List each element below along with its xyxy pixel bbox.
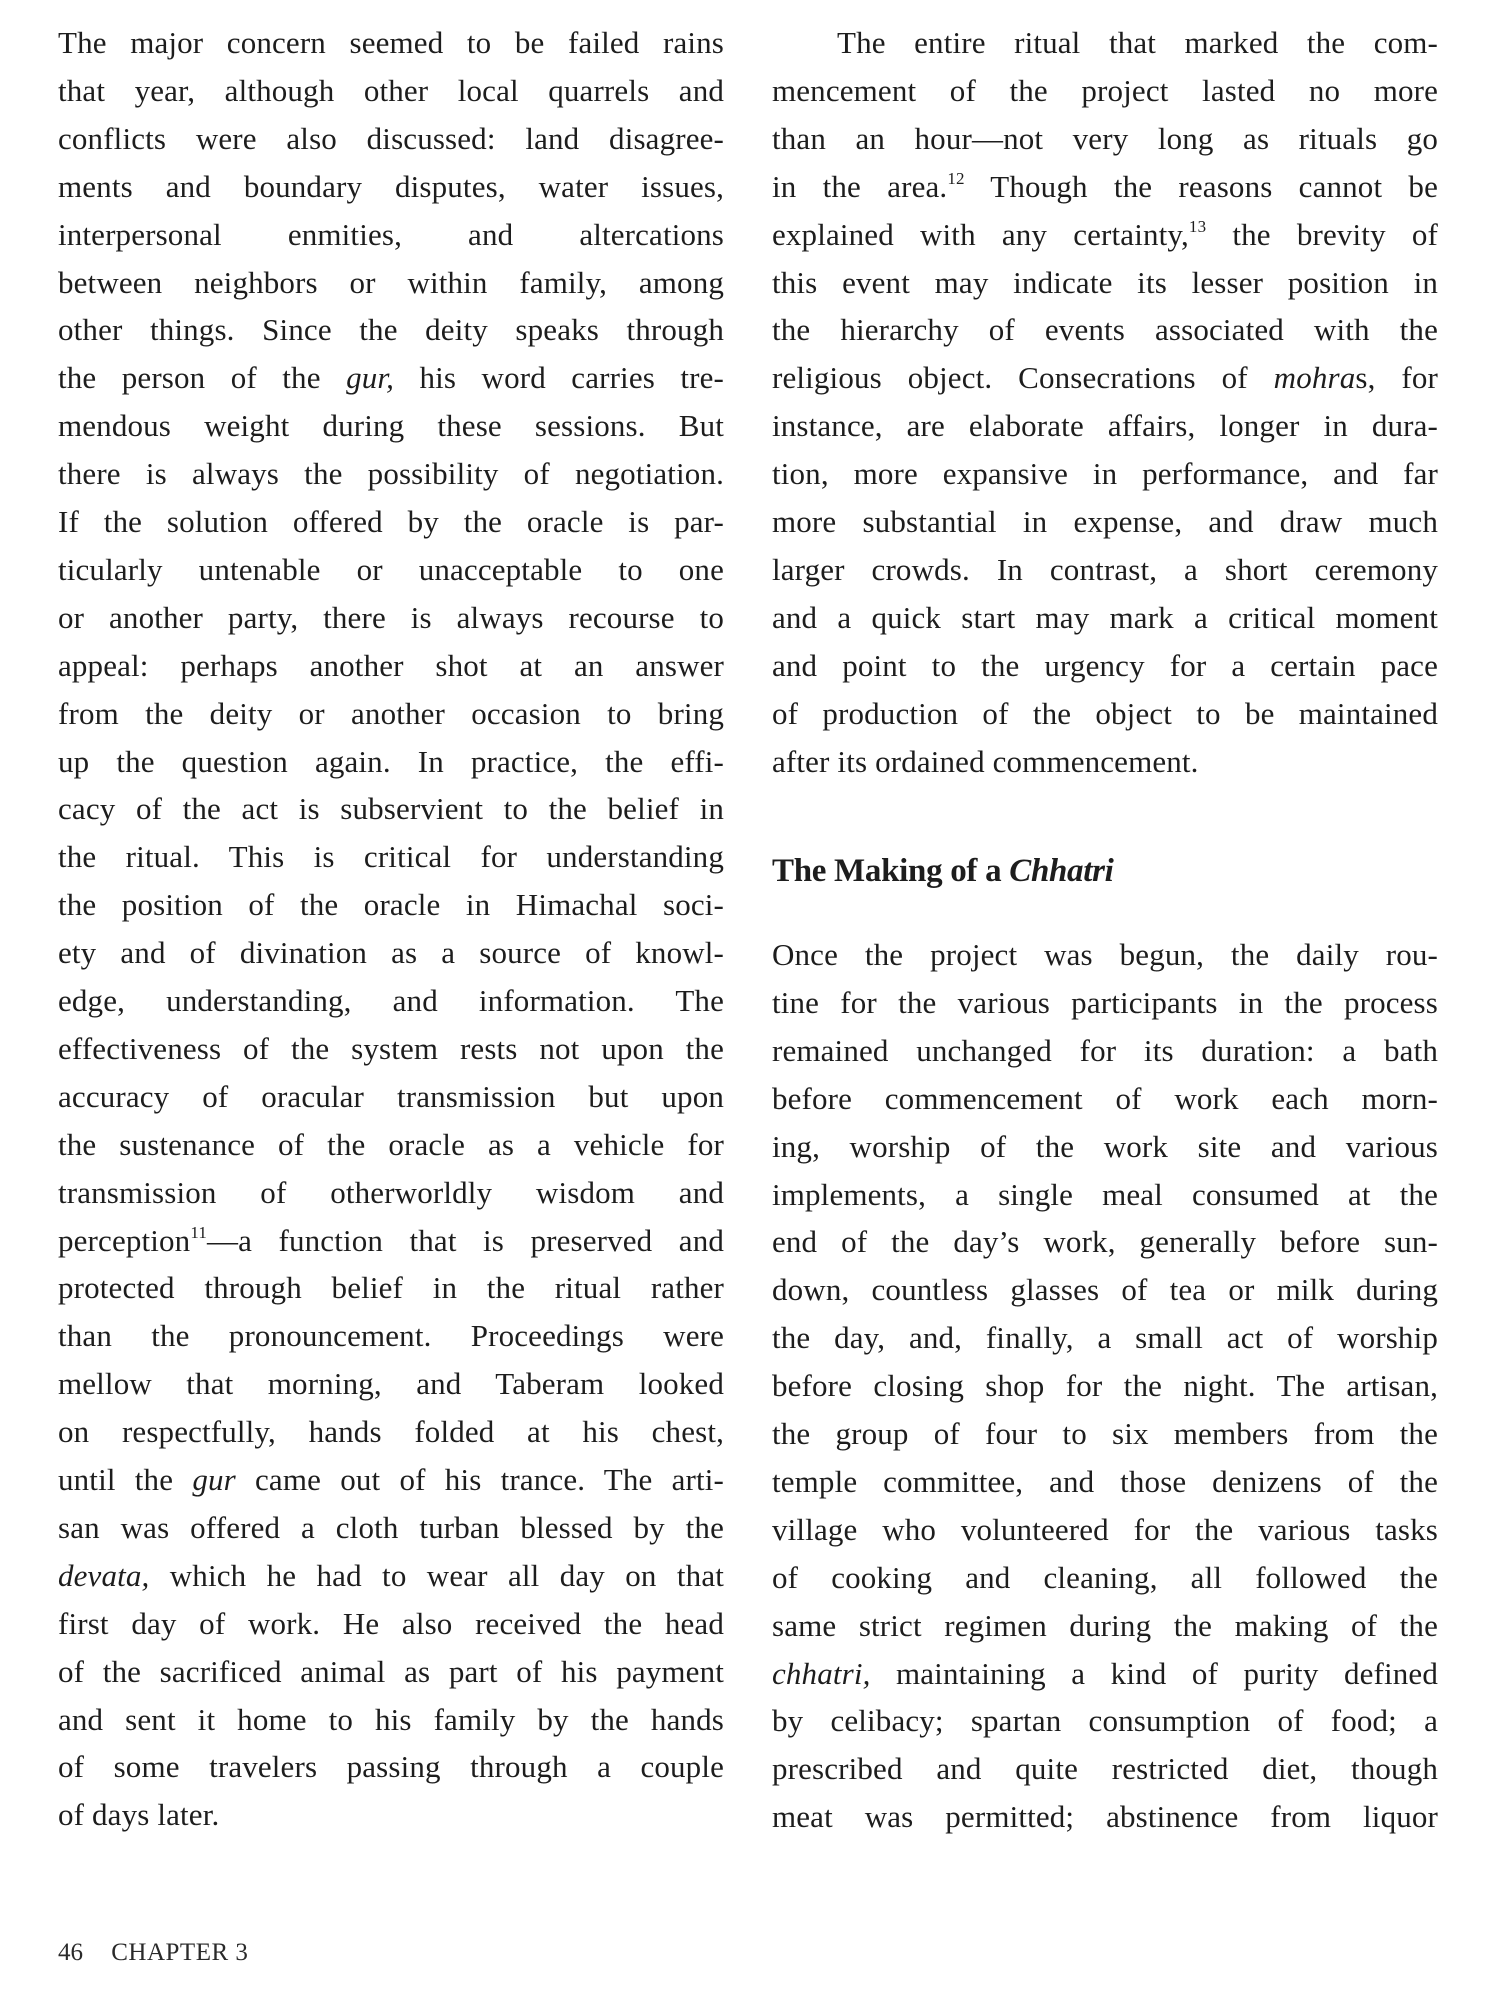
- text-run: same strict regimen during the making of the: [772, 1607, 1438, 1643]
- text-line: [58, 977, 724, 1025]
- text-line: [772, 1697, 1438, 1745]
- text-run: —a function that is preserved and: [207, 1222, 724, 1258]
- text-line: [772, 1554, 1438, 1602]
- italic-term: gur: [192, 1462, 236, 1497]
- text-line: [772, 1745, 1438, 1793]
- text-run: ing, worship of the work site and various: [772, 1128, 1438, 1164]
- text-line: [772, 1075, 1438, 1123]
- text-line: [772, 67, 1438, 115]
- text-run: cacy of the act is subservient to the belief in: [58, 791, 724, 827]
- text-line: [58, 929, 724, 977]
- text-run: meat was permitted; abstinence from liquor: [772, 1799, 1438, 1835]
- text-line: [58, 690, 724, 738]
- text-line: [772, 1793, 1438, 1841]
- text-run: implements, a single meal consumed at the: [772, 1176, 1438, 1212]
- text-line: [58, 546, 724, 594]
- text-line: [58, 163, 724, 211]
- text-run: of days later.: [58, 1797, 220, 1833]
- section-heading: [772, 847, 1114, 895]
- text-run: larger crowds. In contrast, a short ceremony: [772, 551, 1438, 587]
- text-run: mellow that morning, and Taberam looked: [58, 1366, 724, 1402]
- text-line: [772, 1506, 1438, 1554]
- text-run: appeal: perhaps another shot at an answer: [58, 647, 724, 683]
- text-line: [58, 402, 724, 450]
- text-run: ety and of divination as a source of knowl-: [58, 935, 724, 971]
- text-line: [58, 1456, 724, 1504]
- text-line: [772, 259, 1438, 307]
- text-line: [58, 259, 724, 307]
- text-run: the day, and, finally, a small act of worship: [772, 1320, 1438, 1356]
- text-line: [58, 1648, 724, 1696]
- text-line: [772, 931, 1438, 979]
- text-run: of production of the object to be maintained: [772, 695, 1438, 731]
- text-run: instance, are elaborate affairs, longer in dura-: [772, 408, 1438, 444]
- italic-term: mohra: [1273, 360, 1356, 396]
- section-heading-text: The Making of a: [772, 853, 1010, 889]
- text-line: [58, 833, 724, 881]
- text-run: The entire ritual that marked the com-: [837, 25, 1438, 60]
- text-line: [772, 642, 1438, 690]
- text-line: [58, 738, 724, 786]
- text-line: [58, 785, 724, 833]
- text-line: [58, 1217, 724, 1265]
- text-run: accuracy of oracular transmission but upon: [58, 1078, 724, 1114]
- text-run: end of the day’s work, generally before sun-: [772, 1224, 1438, 1260]
- text-run: village who volunteered for the various tasks: [772, 1511, 1438, 1547]
- text-run: tion, more expansive in performance, and far: [772, 456, 1438, 492]
- text-run: tine for the various participants in the process: [772, 984, 1438, 1020]
- footnote-ref: 12: [947, 168, 965, 188]
- text-run: mendous weight during these sessions. But: [58, 408, 724, 444]
- text-line: [58, 1312, 724, 1360]
- text-line: [58, 450, 724, 498]
- text-run: came out of his trance. The arti-: [235, 1462, 724, 1497]
- text-line: [58, 1504, 724, 1552]
- text-run: in the area.: [772, 168, 948, 204]
- text-run: from the deity or another occasion to bring: [58, 695, 724, 731]
- text-run: interpersonal enmities, and altercations: [58, 216, 724, 252]
- text-run: and sent it home to his family by the hands: [58, 1701, 724, 1737]
- text-line: [772, 211, 1438, 259]
- text-run: protected through belief in the ritual rather: [58, 1270, 724, 1306]
- text-line: [772, 1123, 1438, 1171]
- text-line: [772, 1458, 1438, 1506]
- text-run: the person of the: [58, 360, 347, 396]
- text-line: [772, 594, 1438, 642]
- text-line: [58, 1696, 724, 1744]
- italic-term: devata,: [58, 1557, 150, 1593]
- text-run: on respectfully, hands folded at his chest,: [58, 1414, 724, 1450]
- page-footer: [58, 1937, 248, 1969]
- text-run: the brevity of: [1206, 216, 1438, 252]
- text-run: there is always the possibility of negotiation.: [58, 456, 724, 492]
- text-line: [772, 979, 1438, 1027]
- text-run: until the: [58, 1462, 193, 1497]
- text-run: If the solution offered by the oracle is par-: [58, 504, 724, 539]
- text-line: [58, 1360, 724, 1408]
- text-run: the hierarchy of events associated with the: [772, 312, 1438, 348]
- section-heading-italic: Chhatri: [1009, 853, 1114, 889]
- text-line: [58, 115, 724, 163]
- text-run: and a quick start may mark a critical moment: [772, 599, 1438, 635]
- text-run: transmission of otherworldly wisdom and: [58, 1174, 724, 1210]
- text-line: [58, 19, 724, 67]
- footnote-ref: 11: [190, 1222, 207, 1242]
- text-run: the group of four to six members from the: [772, 1416, 1438, 1451]
- text-line: [58, 1121, 724, 1169]
- text-line: [58, 67, 724, 115]
- text-run: and point to the urgency for a certain pace: [772, 647, 1438, 683]
- text-run: maintaining a kind of purity defined: [870, 1655, 1438, 1691]
- text-line: [58, 1073, 724, 1121]
- footnote-ref: 13: [1188, 216, 1207, 236]
- text-line: [772, 1602, 1438, 1650]
- text-run: prescribed and quite restricted diet, though: [772, 1751, 1438, 1787]
- running-head: CHAPTER 3: [111, 1939, 249, 1966]
- text-run: ments and boundary disputes, water issues,: [58, 168, 724, 204]
- page-number: 46: [58, 1939, 83, 1966]
- text-line: [772, 1650, 1438, 1698]
- text-line: [772, 306, 1438, 354]
- text-line: [772, 1266, 1438, 1314]
- text-run: effectiveness of the system rests not upon the: [58, 1030, 724, 1066]
- text-run: the sustenance of the oracle as a vehicle for: [58, 1126, 724, 1162]
- text-line: [58, 354, 724, 402]
- text-run: more substantial in expense, and draw much: [772, 504, 1438, 539]
- text-run: The major concern seemed to be failed rains: [58, 25, 724, 60]
- text-line: [772, 19, 1438, 67]
- text-line: [58, 881, 724, 929]
- italic-term: gur,: [346, 360, 395, 396]
- text-run: than an hour—not very long as rituals go: [772, 120, 1438, 156]
- text-line: [58, 498, 724, 546]
- text-run: other things. Since the deity speaks through: [58, 312, 724, 348]
- text-line: [772, 115, 1438, 163]
- text-run: religious object. Consecrations of: [772, 360, 1274, 396]
- text-run: after its ordained commencement.: [772, 743, 1199, 779]
- text-run: that year, although other local quarrels and: [58, 72, 724, 108]
- text-line: [772, 546, 1438, 594]
- text-run: down, countless glasses of tea or milk during: [772, 1272, 1438, 1308]
- text-run: the ritual. This is critical for understanding: [58, 839, 724, 875]
- text-run: before closing shop for the night. The artisan,: [772, 1368, 1438, 1404]
- text-line: [58, 1552, 724, 1600]
- text-line: [772, 690, 1438, 738]
- text-run: than the pronouncement. Proceedings were: [58, 1318, 724, 1354]
- text-run: the position of the oracle in Himachal soci-: [58, 887, 724, 923]
- text-line: [58, 1264, 724, 1312]
- text-line: [58, 1408, 724, 1456]
- text-line: [772, 1171, 1438, 1219]
- text-run: this event may indicate its lesser position in: [772, 264, 1438, 300]
- text-run: between neighbors or within family, among: [58, 264, 724, 300]
- text-run: before commencement of work each morn-: [772, 1080, 1438, 1116]
- text-line: [772, 498, 1438, 546]
- text-line: [58, 1743, 724, 1791]
- text-run: remained unchanged for its duration: a bath: [772, 1032, 1438, 1068]
- text-run: san was offered a cloth turban blessed by the: [58, 1509, 724, 1545]
- text-line: [58, 594, 724, 642]
- text-line: [772, 1218, 1438, 1266]
- text-line: [772, 450, 1438, 498]
- text-line: [58, 211, 724, 259]
- text-run: mencement of the project lasted no more: [772, 72, 1438, 108]
- text-run: temple committee, and those denizens of the: [772, 1463, 1438, 1499]
- text-run: of cooking and cleaning, all followed the: [772, 1559, 1438, 1595]
- text-run: of some travelers passing through a couple: [58, 1749, 724, 1785]
- text-run: ticularly untenable or unacceptable to one: [58, 551, 724, 587]
- text-line: [772, 1314, 1438, 1362]
- text-run: Once the project was begun, the daily rou-: [772, 937, 1438, 972]
- text-line: [772, 1362, 1438, 1410]
- text-line: [772, 1410, 1438, 1458]
- text-run: Though the reasons cannot be: [964, 168, 1438, 204]
- text-run: his word carries tre-: [394, 360, 724, 396]
- text-run: or another party, there is always recourse to: [58, 599, 724, 635]
- text-line: [772, 1027, 1438, 1075]
- text-line: [772, 738, 1438, 786]
- text-line: [58, 1791, 724, 1839]
- text-run: explained with any certainty,: [772, 216, 1189, 252]
- text-run: s, for: [1355, 360, 1438, 396]
- text-run: perception: [58, 1222, 191, 1258]
- text-line: [58, 1169, 724, 1217]
- text-line: [58, 642, 724, 690]
- text-line: [772, 163, 1438, 211]
- text-run: which he had to wear all day on that: [149, 1557, 724, 1593]
- text-line: [58, 306, 724, 354]
- text-line: [58, 1025, 724, 1073]
- text-run: conflicts were also discussed: land disagree-: [58, 120, 724, 156]
- text-run: by celibacy; spartan consumption of food; a: [772, 1703, 1438, 1739]
- text-line: [58, 1600, 724, 1648]
- text-line: [772, 354, 1438, 402]
- text-run: up the question again. In practice, the effi-: [58, 743, 724, 779]
- italic-term: chhatri,: [772, 1655, 871, 1691]
- text-line: [772, 402, 1438, 450]
- text-run: of the sacrificed animal as part of his payment: [58, 1653, 724, 1689]
- text-run: first day of work. He also received the head: [58, 1605, 724, 1641]
- text-run: edge, understanding, and information. The: [58, 983, 724, 1018]
